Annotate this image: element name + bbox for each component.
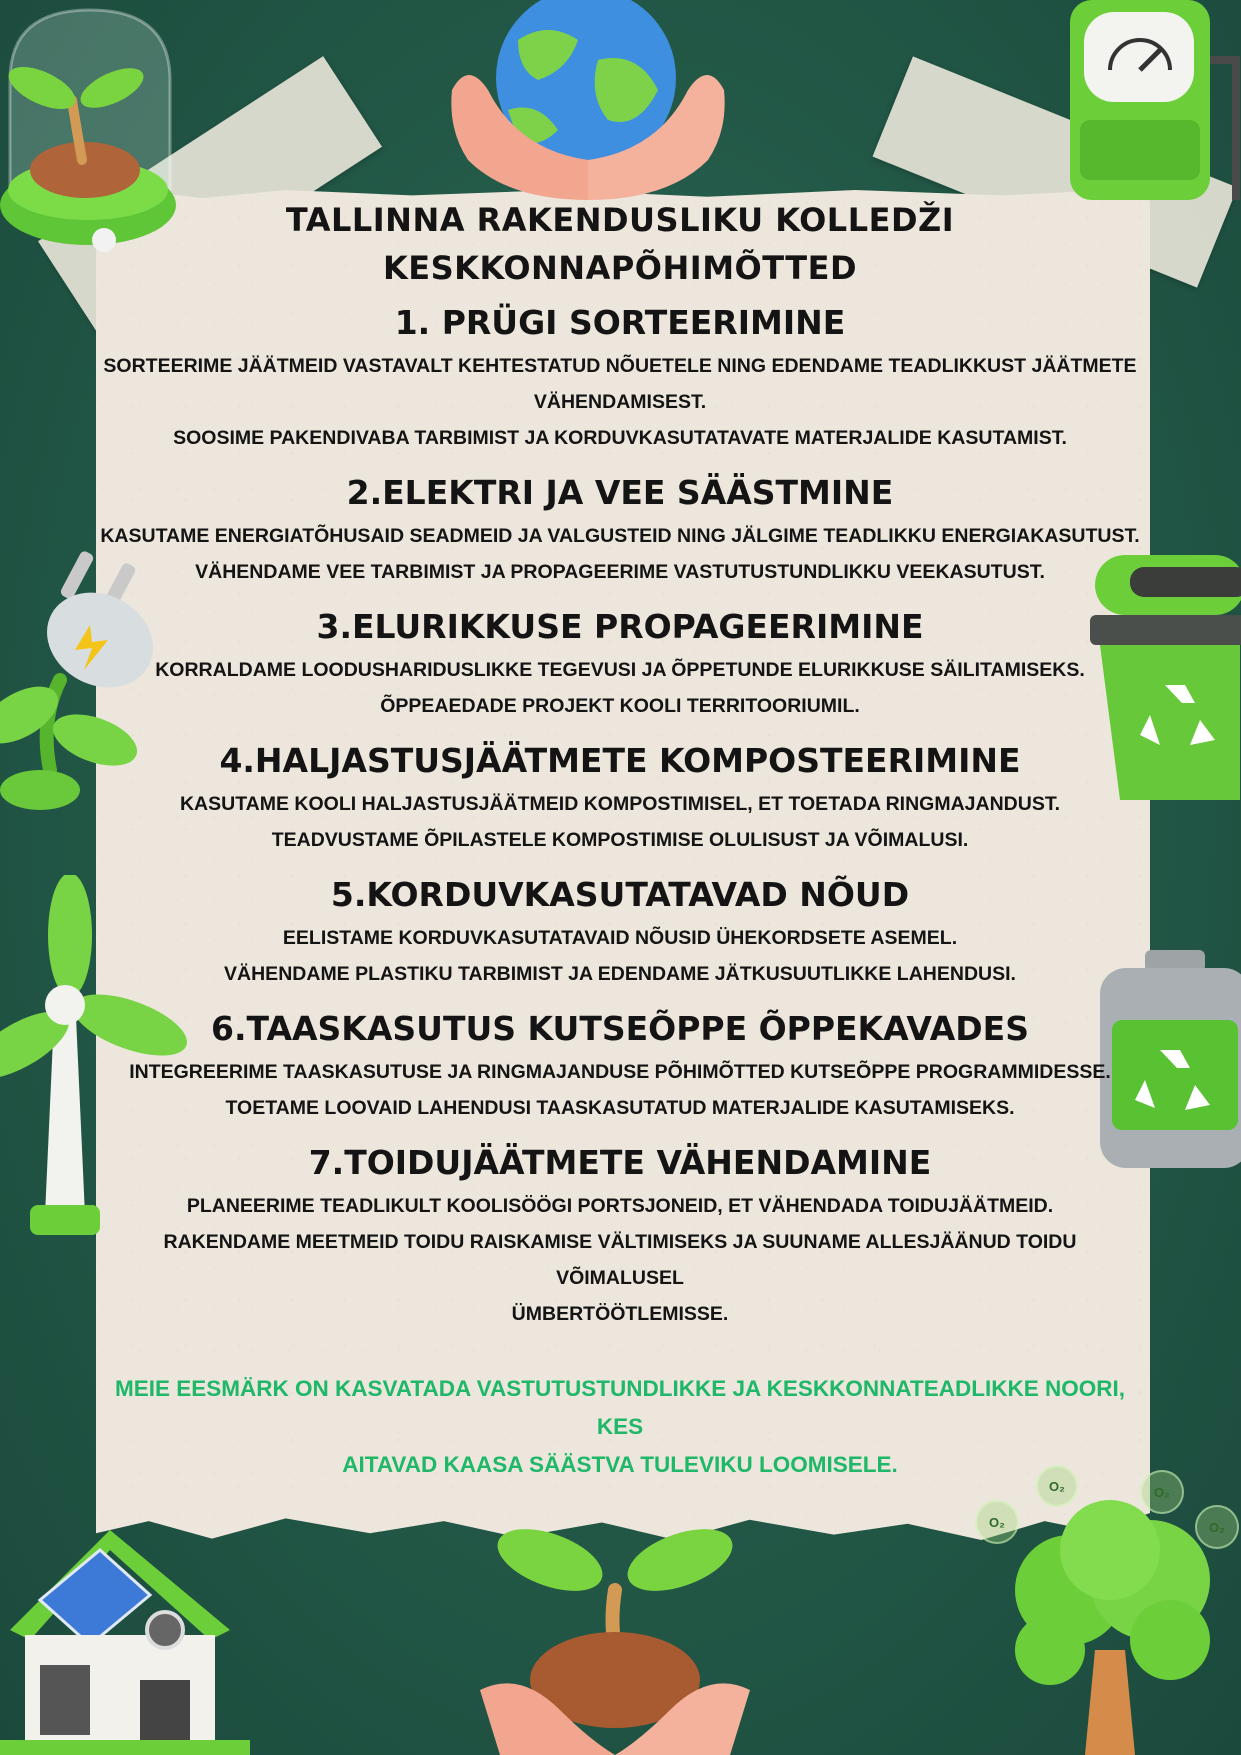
section-composting bbox=[100, 736, 1140, 858]
section-heading: 6.TAASKASUTUS KUTSEÕPPE ÕPPEKAVADES bbox=[211, 1009, 1029, 1048]
closing-line: AITAVAD KAASA SÄÄSTVA TULEVIKU LOOMISELE. bbox=[342, 1452, 898, 1477]
section-line: ÜMBERTÖÖTLEMISSE. bbox=[511, 1303, 729, 1325]
section-line: VÄHENDAME PLASTIKU TARBIMIST JA EDENDAME JÄTKUSUUTLIKKE LAHENDUSI. bbox=[224, 963, 1016, 985]
section-line: TEADVUSTAME ÕPILASTELE KOMPOSTIMISE OLULISUST JA VÕIMALUSI. bbox=[271, 829, 969, 851]
section-biodiversity bbox=[100, 602, 1140, 724]
section-line: KASUTAME ENERGIATÕHUSAID SEADMEID JA VALGUSTEID NING JÄLGIME TEADLIKKU ENERGIAKASUTUST. bbox=[100, 525, 1140, 547]
closing-statement bbox=[100, 1370, 1140, 1484]
section-heading: 2.ELEKTRI JA VEE SÄÄSTMINE bbox=[346, 473, 894, 512]
section-reuse-curricula bbox=[100, 1004, 1140, 1126]
closing-line: MEIE EESMÄRK ON KASVATADA VASTUTUSTUNDLIKKE JA KESKKONNATEADLIKKE NOORI, KES bbox=[114, 1376, 1126, 1439]
section-reusable-dishes bbox=[100, 870, 1140, 992]
poster-content bbox=[100, 196, 1140, 1484]
section-line: TOETAME LOOVAID LAHENDUSI TAASKASUTATUD MATERJALIDE KASUTAMISEKS. bbox=[225, 1097, 1015, 1119]
oxygen-bubble: O₂ bbox=[1036, 1465, 1078, 1507]
section-heading: 1. PRÜGI SORTEERIMINE bbox=[394, 303, 846, 342]
seedling-in-hands-icon bbox=[480, 1520, 750, 1755]
section-heading: 5.KORDUVKASUTATAVAD NÕUD bbox=[330, 875, 910, 914]
section-line: SORTEERIME JÄÄTMEID VASTAVALT KEHTESTATUD NÕUETELE NING EDENDAME TEADLIKKUST JÄÄTMETE bbox=[103, 355, 1137, 377]
section-line: INTEGREERIME TAASKASUTUSE JA RINGMAJANDUSE PÕHIMÕTTED KUTSEÕPPE PROGRAMMIDESSE. bbox=[129, 1061, 1111, 1083]
earth-in-hands-icon bbox=[448, 0, 728, 200]
title-line: TALLINNA RAKENDUSLIKU KOLLEDŽI bbox=[285, 201, 955, 239]
section-line: PLANEERIME TEADLIKULT KOOLISÖÖGI PORTSJONEID, ET VÄHENDADA TOIDUJÄÄTMEID. bbox=[186, 1195, 1054, 1217]
section-heading: 7.TOIDUJÄÄTMETE VÄHENDAMINE bbox=[308, 1143, 932, 1182]
section-line: SOOSIME PAKENDIVABA TARBIMIST JA KORDUVKASUTATAVATE MATERJALIDE KASUTAMIST. bbox=[173, 427, 1067, 449]
solar-house-icon bbox=[0, 1520, 250, 1755]
oxygen-bubble: O₂ bbox=[975, 1500, 1019, 1544]
section-heading: 3.ELURIKKUSE PROPAGEERIMINE bbox=[316, 607, 924, 646]
section-line: RAKENDAME MEETMEID TOIDU RAISKAMISE VÄLTIMISEKS JA SUUNAME ALLESJÄÄNUD TOIDU VÕIMALUSEL bbox=[163, 1231, 1077, 1289]
oxygen-bubble: O₂ bbox=[1140, 1470, 1184, 1514]
section-line: KORRALDAME LOODUSHARIDUSLIKKE TEGEVUSI JA ÕPPETUNDE ELURIKKUSE SÄILITAMISEKS. bbox=[155, 659, 1085, 681]
section-heading: 4.HALJASTUSJÄÄTMETE KOMPOSTEERIMINE bbox=[219, 741, 1021, 780]
section-food-waste bbox=[100, 1138, 1140, 1332]
section-line: VÄHENDAMISEST. bbox=[533, 391, 707, 413]
section-line: KASUTAME KOOLI HALJASTUSJÄÄTMEID KOMPOSTIMISEL, ET TOETADA RINGMAJANDUST. bbox=[179, 793, 1061, 815]
section-line: VÄHENDAME VEE TARBIMIST JA PROPAGEERIME VASTUTUSTUNDLIKKU VEEKASUTUST. bbox=[195, 561, 1045, 583]
section-line: ÕPPEAEDADE PROJEKT KOOLI TERRITOORIUMIL. bbox=[380, 695, 860, 717]
poster-title bbox=[100, 196, 1140, 292]
section-energy-water bbox=[100, 468, 1140, 590]
section-waste-sorting bbox=[100, 298, 1140, 456]
title-line: KESKKONNAPÕHIMÕTTED bbox=[382, 249, 858, 287]
oxygen-bubble: O₂ bbox=[1195, 1505, 1239, 1549]
section-line: EELISTAME KORDUVKASUTATAVAID NÕUSID ÜHEKORDSETE ASEMEL. bbox=[282, 927, 958, 949]
